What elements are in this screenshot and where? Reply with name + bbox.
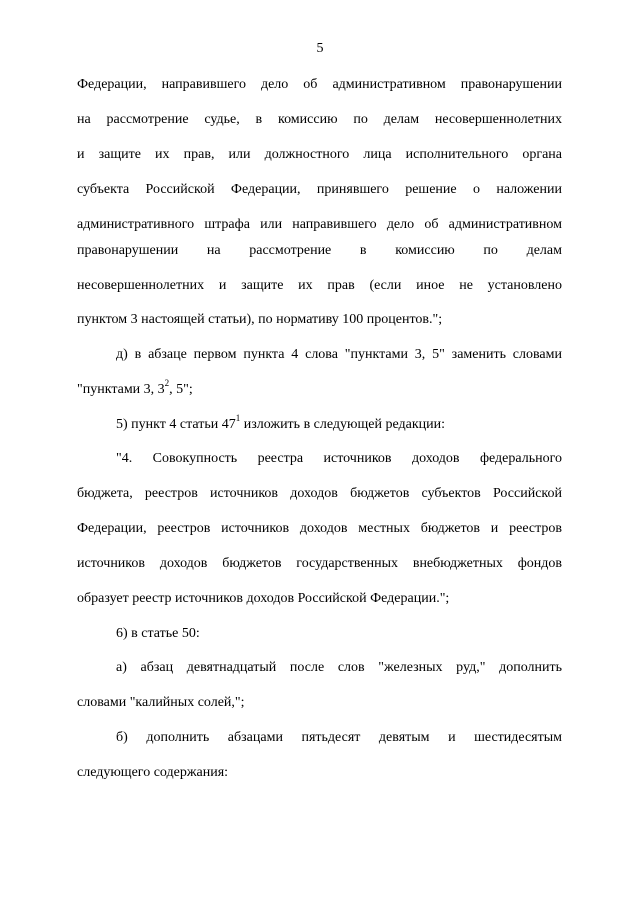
text-line: административного штрафа или направившего дело об административном (77, 217, 562, 232)
text-line: источников доходов бюджетов государственных внебюджетных фондов (77, 556, 562, 571)
paragraph-5 (116, 413, 446, 434)
text-line: Федерации, направившего дело об административном правонарушении (77, 77, 562, 92)
text-line: несовершеннолетних и защите их прав (если иное не установлено (77, 278, 562, 293)
text-line: образует реестр источников доходов Российской Федерации."; (77, 591, 450, 606)
page-number: 5 (316, 41, 324, 56)
text-line: пунктом 3 настоящей статьи), по нормативу 100 процентов."; (77, 312, 443, 327)
text-line: бюджета, реестров источников доходов бюджетов субъектов Российской (77, 486, 562, 501)
quoted-paragraph-4: "4. Совокупность реестра источников доходов федерального (116, 451, 562, 466)
text-before-superscript: 5) пункт 4 статьи 47 (116, 417, 236, 432)
text-line: и защите их прав, или должностного лица исполнительного органа (77, 147, 562, 162)
text-after-superscript: , 5"; (169, 382, 193, 397)
superscript-one: 1 (235, 413, 241, 424)
paragraph-d: д) в абзаце первом пункта 4 слова "пунктами 3, 5" заменить словами (116, 347, 562, 362)
text-line: следующего содержания: (77, 765, 229, 780)
text-line: правонарушении на рассмотрение в комиссию по делам (77, 243, 562, 258)
text-before-superscript: "пунктами 3, 3 (77, 382, 165, 397)
paragraph-a: а) абзац девятнадцатый после слов "железных руд," дополнить (116, 660, 562, 675)
text-line: на рассмотрение судье, в комиссию по делам несовершеннолетних (77, 112, 562, 127)
text-after-superscript: изложить в следующей редакции: (240, 417, 446, 432)
superscript-two: 2 (164, 378, 170, 389)
text-line: Федерации, реестров источников доходов местных бюджетов и реестров (77, 521, 562, 536)
text-line: субъекта Российской Федерации, принявшего решение о наложении (77, 182, 562, 197)
paragraph-6: 6) в статье 50: (116, 626, 200, 641)
superscript-line (77, 378, 193, 399)
text-line: словами "калийных солей,"; (77, 695, 245, 710)
spaced-text-line (77, 242, 562, 260)
paragraph-b: б) дополнить абзацами пятьдесят девятым и шестидесятым (116, 730, 562, 745)
